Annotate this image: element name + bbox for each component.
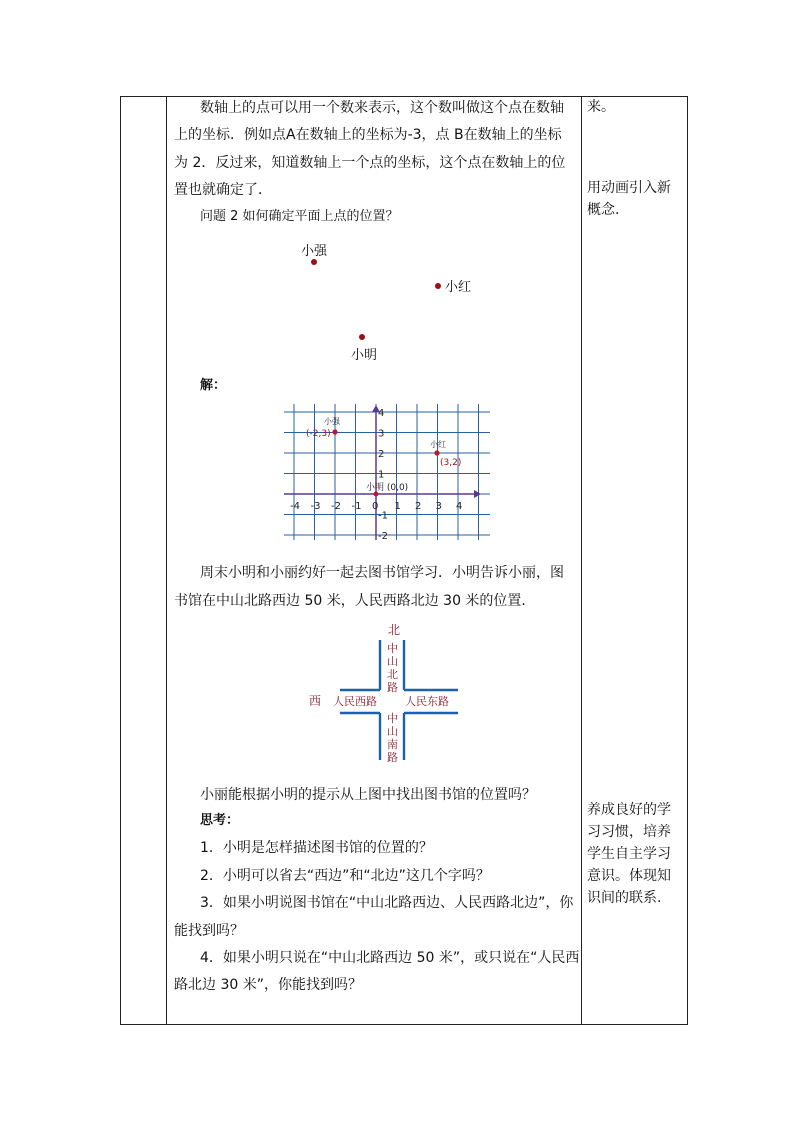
x-tick-label: -2	[331, 501, 341, 512]
think-q4-line-2: 路北边 30 米”，你能找到吗？	[174, 977, 362, 993]
think-q1: 1．小明是怎样描述图书馆的位置的？	[200, 840, 433, 856]
intro-line-3: 为 2．反过来，知道数轴上一个点的坐标，这个点在数轴上的位	[174, 155, 566, 171]
x-tick-label: -4	[290, 501, 300, 512]
south-road-char-3: 南	[387, 738, 398, 751]
x-tick-label: 3	[435, 501, 442, 512]
side-habit-line-5: 识间的联系.	[587, 890, 662, 906]
solution-label: 解：	[200, 378, 227, 393]
y-tick-label: 2	[378, 449, 385, 460]
y-tick-label: 4	[378, 408, 385, 419]
question-2: 问题 2 如何确定平面上点的位置？	[200, 209, 399, 224]
grid-coord-hong: (3,2)	[440, 458, 462, 468]
point-label-ming: 小明	[351, 348, 378, 363]
map-north: 北	[388, 623, 401, 637]
intro-line-1: 数轴上的点可以用一个数来表示，这个数叫做这个点在数轴	[200, 100, 564, 116]
x-tick-label: 0	[372, 501, 379, 512]
y-tick-label: -1	[378, 510, 388, 522]
east-road-label: 人民东路	[405, 695, 449, 708]
south-road-char-2: 山	[387, 725, 398, 738]
intro-line-2: 上的坐标．例如点A在数轴上的坐标为-3，点 B在数轴上的坐标	[174, 127, 562, 143]
north-road-char-3: 北	[387, 668, 398, 681]
side-note-top: 来。	[587, 99, 615, 115]
map-west: 西	[309, 694, 322, 708]
coordinate-grid	[284, 404, 490, 540]
column-divider-right	[581, 97, 582, 1024]
x-axis-arrow	[474, 490, 481, 498]
ask-line: 小丽能根据小明的提示从上图中找出图书馆的位置吗？	[200, 787, 536, 803]
side-anim-line-1: 用动画引入新	[587, 180, 671, 196]
side-habit-line-3: 学生自主学习	[587, 846, 671, 862]
think-title: 思考：	[200, 813, 240, 828]
point-hong	[435, 283, 441, 289]
side-habit-line-4: 意识。体现知	[587, 868, 671, 884]
grid-label-hong: 小红	[430, 440, 446, 449]
grid-point-hong	[434, 450, 439, 455]
weekend-line-2: 书馆在中山北路西边 50 米，人民西路北边 30 米的位置．	[174, 593, 536, 609]
think-q2: 2．小明可以省去“西边”和“北边”这几个字吗？	[200, 868, 490, 884]
south-road-char-4: 路	[387, 751, 398, 762]
weekend-line-1: 周末小明和小丽约好一起去图书馆学习．小明告诉小丽，图	[200, 565, 564, 581]
side-habit-line-2: 习习惯，培养	[587, 824, 671, 840]
point-label-hong: 小红	[445, 280, 472, 295]
west-road-label: 人民西路	[333, 695, 377, 708]
y-tick-label: -2	[378, 531, 388, 540]
side-anim-line-2: 概念.	[587, 202, 620, 218]
intro-line-4: 置也就确定了．	[174, 182, 272, 198]
grid-point-qiang	[332, 429, 337, 434]
x-tick-label: 4	[456, 501, 463, 512]
road-map	[305, 620, 465, 762]
north-road-char-2: 山	[387, 655, 398, 668]
think-q3-line-1: 3．如果小明说图书馆在“中山北路西边、人民西路北边”，你	[200, 895, 574, 911]
x-tick-label: 1	[394, 501, 401, 512]
north-road-char-4: 路	[387, 681, 398, 694]
grid-coord-qiang: (-2,3)	[306, 429, 331, 439]
grid-label-ming: 小明 (0,0)	[366, 483, 409, 493]
x-tick-label: 2	[415, 501, 422, 512]
think-q4-line-1: 4．如果小明只说在“中山北路西边 50 米”，或只说在“人民西	[200, 950, 580, 966]
point-label-qiang: 小强	[301, 244, 328, 259]
y-tick-label: 1	[378, 469, 385, 481]
point-ming	[359, 334, 365, 340]
south-road-char-1: 中	[387, 712, 398, 725]
x-tick-label: -3	[310, 501, 321, 512]
side-habit-line-1: 养成良好的学	[587, 802, 671, 818]
y-tick-label: 3	[378, 428, 385, 440]
think-q3-line-2: 能找到吗？	[174, 923, 244, 939]
grid-label-qiang: 小强	[324, 417, 340, 426]
x-tick-labels	[290, 501, 462, 512]
point-qiang	[311, 259, 317, 265]
north-road-char-1: 中	[387, 642, 398, 655]
x-tick-label: -1	[351, 501, 362, 512]
column-divider-left	[166, 97, 167, 1024]
